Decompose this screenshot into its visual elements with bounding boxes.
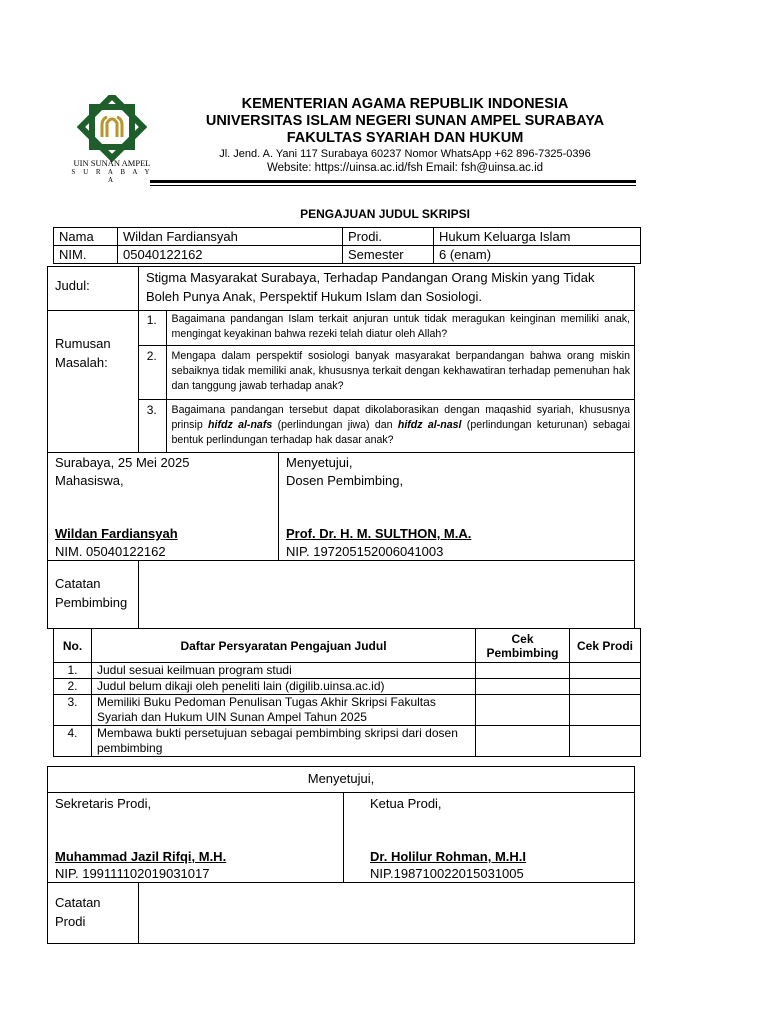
header-ministry: KEMENTERIAN AGAMA REPUBLIK INDONESIA [241, 96, 569, 112]
requirements-table [53, 628, 641, 757]
req-check-prodi[interactable] [570, 726, 641, 757]
nim-value: 05040122162 [118, 246, 343, 264]
document-title: PENGAJUAN JUDUL SKRIPSI [300, 207, 470, 221]
req-check-pembimbing[interactable] [476, 695, 570, 726]
req-check-pembimbing[interactable] [476, 679, 570, 695]
req-check-pembimbing[interactable] [476, 663, 570, 679]
advisor-nip: NIP. 197205152006041003 [286, 544, 444, 559]
req-item: Membawa bukti persetujuan sebagai pembimbing skripsi dari dosen pembimbing [92, 726, 476, 757]
prodi-label: Prodi. [343, 228, 434, 246]
divider [343, 792, 344, 882]
header-website: Website: https://uinsa.ac.id/fsh Email: fsh@uinsa.ac.id [266, 162, 544, 174]
ketua-name: Dr. Holilur Rohman, M.H.I [370, 849, 527, 864]
semester-label: Semester [343, 246, 434, 264]
student-nim: NIM. 05040122162 [55, 544, 166, 559]
req-check-prodi[interactable] [570, 695, 641, 726]
divider [138, 882, 139, 944]
place-date: Surabaya, 25 Mei 2025 [55, 455, 190, 470]
req-item: Judul belum dikaji oleh peneliti lain (digilib.uinsa.ac.id) [92, 679, 476, 695]
student-info-table [53, 227, 641, 264]
header-address: Jl. Jend. A. Yani 117 Surabaya 60237 Nomor WhatsApp +62 896-7325-0396 [219, 148, 591, 160]
req-item: Judul sesuai keilmuan program studi [92, 663, 476, 679]
col-no: No. [54, 629, 92, 663]
divider [47, 792, 635, 793]
req-check-prodi[interactable] [570, 679, 641, 695]
divider [138, 560, 139, 629]
student-role: Mahasiswa, [55, 473, 124, 488]
req-check-prodi[interactable] [570, 663, 641, 679]
approval-title: Menyetujui, [307, 771, 375, 786]
header-rule-thick [150, 180, 636, 183]
col-cek-prodi: Cek Prodi [570, 629, 641, 663]
ketua-role: Ketua Prodi, [370, 796, 442, 811]
req-no: 2. [54, 679, 92, 695]
ketua-nip: NIP.198710022015031005 [370, 866, 524, 881]
header-rule-thin [150, 185, 636, 186]
nim-label: NIM. [54, 246, 118, 264]
advisor-name: Prof. Dr. H. M. SULTHON, M.A. [286, 526, 472, 541]
advisor-role: Dosen Pembimbing, [286, 473, 404, 488]
divider [278, 452, 279, 560]
req-no: 3. [54, 695, 92, 726]
rumusan-item: Bagaimana pandangan tersebut dapat dikolaborasikan dengan maqashid syariah, khususnya prinsip hifdz al-nafs (perlindungan jiwa) dan hifdz al-nasl (perlindungan keturunan) sebagai bentuk perlindungan terhadap hak dasar anak? [166, 399, 635, 452]
semester-value: 6 (enam) [434, 246, 641, 264]
rumusan-label: Rumusan Masalah: [55, 336, 111, 370]
student-name: Wildan Fardiansyah [55, 526, 178, 541]
req-check-pembimbing[interactable] [476, 726, 570, 757]
catatan-prodi-label: Catatan Prodi [55, 895, 101, 929]
prodi-value: Hukum Keluarga Islam [434, 228, 641, 246]
rumusan-no: 1. [138, 310, 166, 345]
logo-city: S U R A B A Y A [71, 168, 153, 184]
judul-value: Stigma Masyarakat Surabaya, Terhadap Pandangan Orang Miskin yang Tidak Boleh Punya Anak, Perspektif Hukum Islam dan Sosiologi. [146, 270, 595, 304]
nama-value: Wildan Fardiansyah [118, 228, 343, 246]
req-item: Memiliki Buku Pedoman Penulisan Tugas Akhir Skripsi Fakultas Syariah dan Hukum UIN Sunan Ampel Tahun 2025 [92, 695, 476, 726]
rumusan-table [138, 310, 635, 452]
catatan-pembimbing-label: Catatan Pembimbing [55, 576, 128, 610]
header-university: UNIVERSITAS ISLAM NEGERI SUNAN AMPEL SURABAYA [205, 113, 605, 129]
rumusan-no: 2. [138, 345, 166, 399]
sekretaris-nip: NIP. 199111102019031017 [55, 866, 210, 881]
judul-label: Judul: [55, 278, 90, 293]
col-item: Daftar Persyaratan Pengajuan Judul [92, 629, 476, 663]
col-cek-pembimbing: Cek Pembimbing [476, 629, 570, 663]
rumusan-item: Mengapa dalam perspektif sosiologi banyak masyarakat berpandangan bahwa orang miskin sebaiknya tidak memiliki anak, khususnya terkait dengan kekhawatiran terhadap pemenuhan hak dan tanggung jawab terhadap anak? [166, 345, 635, 399]
rumusan-no: 3. [138, 399, 166, 452]
approve-label: Menyetujui, [286, 455, 353, 470]
sekretaris-role: Sekretaris Prodi, [55, 796, 152, 811]
header-faculty: FAKULTAS SYARIAH DAN HUKUM [286, 130, 524, 146]
logo-name: UIN SUNAN AMPEL [73, 158, 151, 168]
rumusan-item: Bagaimana pandangan Islam terkait anjuran untuk tidak meragukan keinginan memiliki anak, mengingat keyakinan bahwa rezeki telah diatur oleh Allah? [166, 310, 635, 345]
nama-label: Nama [54, 228, 118, 246]
req-no: 1. [54, 663, 92, 679]
sekretaris-name: Muhammad Jazil Rifqi, M.H. [55, 849, 227, 864]
req-no: 4. [54, 726, 92, 757]
